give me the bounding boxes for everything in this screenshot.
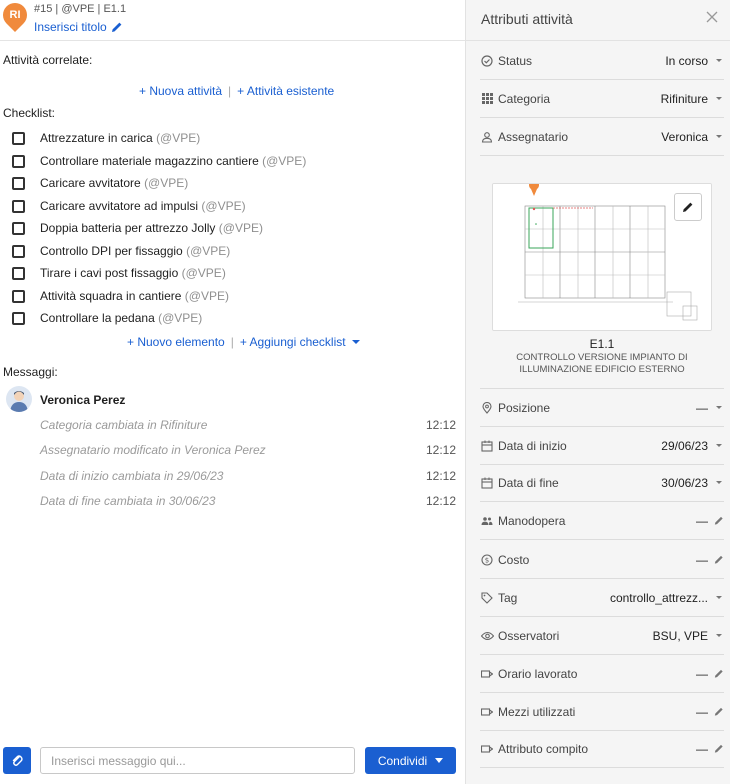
panel-title: Attributi attività bbox=[481, 11, 573, 27]
attr-labor[interactable] bbox=[480, 502, 724, 540]
attr-value: 29/06/23 bbox=[661, 438, 708, 453]
user-avatar-icon bbox=[6, 386, 32, 412]
checklist-item[interactable] bbox=[12, 174, 188, 192]
checklist-item-mention: (@VPE) bbox=[181, 266, 226, 280]
paperclip-icon bbox=[11, 754, 23, 768]
attributes-panel bbox=[465, 0, 730, 784]
new-item-link[interactable]: + Nuovo elemento bbox=[127, 335, 225, 349]
add-checklist-link[interactable] bbox=[240, 335, 360, 349]
custom-field-icon bbox=[480, 705, 494, 719]
activity-meta: #15 | @VPE | E1.1 bbox=[34, 3, 127, 15]
message-text: Categoria cambiata in Rifiniture bbox=[40, 418, 208, 432]
pencil-icon[interactable] bbox=[714, 706, 724, 717]
checkbox[interactable] bbox=[12, 267, 25, 280]
attr-position[interactable] bbox=[480, 389, 724, 427]
checklist-item[interactable] bbox=[12, 287, 229, 305]
pencil-icon[interactable] bbox=[714, 668, 724, 679]
caret-down-icon bbox=[352, 340, 360, 344]
attr-label: Attributo compito bbox=[498, 741, 589, 756]
svg-text:$: $ bbox=[484, 556, 490, 565]
caret-down-icon bbox=[714, 59, 724, 62]
checkbox[interactable] bbox=[12, 200, 25, 213]
checklist-item-text: Controllare la pedana bbox=[40, 311, 155, 325]
attr-label: Status bbox=[498, 53, 533, 68]
attr-value: — bbox=[696, 666, 708, 681]
attr-value: — bbox=[696, 513, 708, 528]
checklist-item-mention: (@VPE) bbox=[156, 131, 201, 145]
checklist-item-mention: (@VPE) bbox=[158, 311, 203, 325]
attr-value: — bbox=[696, 552, 708, 567]
checklist-item-text: Doppia batteria per attrezzo Jolly bbox=[40, 221, 216, 235]
checklist-item[interactable] bbox=[12, 309, 202, 327]
message-time: 12:12 bbox=[425, 469, 456, 483]
message-time: 12:12 bbox=[425, 494, 456, 508]
message-entry bbox=[40, 469, 456, 483]
related-actions bbox=[139, 84, 334, 98]
checkbox[interactable] bbox=[12, 222, 25, 235]
dollar-circle-icon bbox=[480, 553, 494, 567]
caret-down-icon bbox=[714, 634, 724, 637]
attr-label: Assegnatario bbox=[498, 129, 569, 144]
grid-icon bbox=[480, 92, 494, 106]
attr-vehicles[interactable] bbox=[480, 693, 724, 731]
message-entry bbox=[40, 418, 456, 432]
attach-button[interactable] bbox=[3, 747, 31, 774]
pencil-icon[interactable] bbox=[714, 515, 724, 526]
check-circle-icon bbox=[480, 54, 494, 68]
attr-label: Osservatori bbox=[498, 628, 560, 643]
checklist-item-text: Attività squadra in cantiere bbox=[40, 289, 182, 303]
message-entry bbox=[40, 443, 456, 457]
checkbox[interactable] bbox=[12, 155, 25, 168]
checklist-actions bbox=[127, 335, 360, 349]
message-time: 12:12 bbox=[425, 443, 456, 457]
related-activities-label: Attività correlate: bbox=[3, 53, 93, 67]
person-icon bbox=[480, 130, 494, 144]
divider bbox=[466, 40, 730, 41]
title-edit-link[interactable] bbox=[34, 20, 123, 34]
caret-down-icon bbox=[714, 444, 724, 447]
attr-label: Mezzi utilizzati bbox=[498, 704, 576, 719]
plan-description: CONTROLLO VERSIONE IMPIANTO DI ILLUMINAZIONE EDIFICIO ESTERNO bbox=[516, 352, 688, 375]
custom-field-icon bbox=[480, 742, 494, 756]
attr-value: — bbox=[696, 704, 708, 719]
attr-value: 30/06/23 bbox=[661, 475, 708, 490]
message-time: 12:12 bbox=[425, 418, 456, 432]
attr-start-date[interactable] bbox=[480, 427, 724, 465]
calendar-icon bbox=[480, 439, 494, 453]
attr-label: Posizione bbox=[498, 400, 551, 415]
attr-value: BSU, VPE bbox=[652, 628, 708, 643]
add-checklist-label: + Aggiungi checklist bbox=[239, 335, 346, 349]
checklist-item-mention: (@VPE) bbox=[262, 154, 307, 168]
attr-assignee[interactable] bbox=[480, 118, 724, 156]
attr-label: Orario lavorato bbox=[498, 666, 578, 681]
eye-icon bbox=[480, 629, 494, 643]
message-text: Assegnatario modificato in Veronica Perez bbox=[40, 443, 266, 457]
checklist-item[interactable] bbox=[12, 242, 230, 260]
avatar bbox=[6, 386, 32, 412]
checkbox[interactable] bbox=[12, 312, 25, 325]
checkbox[interactable] bbox=[12, 290, 25, 303]
message-author: Veronica Perez bbox=[40, 393, 126, 407]
attr-value: controllo_attrezz... bbox=[609, 590, 708, 605]
attr-label: Data di inizio bbox=[498, 438, 567, 453]
attr-value: — bbox=[696, 741, 708, 756]
share-button[interactable] bbox=[365, 747, 456, 774]
attr-value: Rifiniture bbox=[660, 91, 708, 106]
close-icon[interactable] bbox=[704, 9, 720, 25]
checkbox[interactable] bbox=[12, 132, 25, 145]
attr-observers[interactable] bbox=[480, 617, 724, 655]
message-entry bbox=[40, 494, 456, 508]
pencil-icon[interactable] bbox=[714, 743, 724, 754]
caret-down-icon bbox=[714, 596, 724, 599]
attr-end-date[interactable] bbox=[480, 464, 724, 502]
attr-label: Costo bbox=[498, 552, 530, 567]
attr-category[interactable] bbox=[480, 80, 724, 118]
calendar-icon bbox=[480, 476, 494, 490]
title-placeholder: Inserisci titolo bbox=[34, 20, 107, 34]
attr-cost[interactable] bbox=[480, 541, 724, 579]
custom-field-icon bbox=[480, 667, 494, 681]
attr-label: Data di fine bbox=[498, 475, 559, 490]
attr-label: Tag bbox=[498, 590, 518, 605]
plan-name: E1.1 bbox=[589, 337, 615, 351]
caret-down-icon bbox=[714, 97, 724, 100]
group-icon bbox=[480, 514, 494, 528]
checklist-item[interactable] bbox=[12, 219, 263, 237]
caret-down-icon bbox=[714, 481, 724, 484]
attr-value: Veronica bbox=[661, 129, 708, 144]
checkbox[interactable] bbox=[12, 177, 25, 190]
message-composer bbox=[0, 737, 465, 784]
attr-label: Manodopera bbox=[498, 513, 566, 528]
checklist-item-text: Controllo DPI per fissaggio bbox=[40, 244, 183, 258]
checklist-item-mention: (@VPE) bbox=[184, 289, 229, 303]
share-label: Condividi bbox=[377, 753, 428, 768]
checklist-item-mention: (@VPE) bbox=[144, 176, 189, 190]
checklist-label: Checklist: bbox=[3, 106, 56, 120]
separator: | bbox=[230, 335, 234, 349]
tag-icon bbox=[480, 591, 494, 605]
attr-hours-worked[interactable] bbox=[480, 655, 724, 693]
caret-down-icon bbox=[435, 758, 443, 763]
attr-value: In corso bbox=[665, 53, 708, 68]
checklist-item[interactable] bbox=[12, 197, 246, 215]
existing-activity-link[interactable]: + Attività esistente bbox=[237, 84, 335, 98]
checklist-item-mention: (@VPE) bbox=[186, 244, 231, 258]
checklist-item-text: Attrezzature in carica bbox=[40, 131, 153, 145]
attr-value: — bbox=[696, 400, 708, 415]
message-input[interactable] bbox=[40, 747, 355, 774]
pencil-icon bbox=[682, 201, 694, 213]
checkbox[interactable] bbox=[12, 245, 25, 258]
pencil-icon[interactable] bbox=[714, 554, 724, 565]
checklist-item[interactable] bbox=[12, 264, 226, 282]
edit-plan-button[interactable] bbox=[674, 193, 702, 221]
checklist-item-text: Controllare materiale magazzino cantiere bbox=[40, 154, 259, 168]
message-text: Data di inizio cambiata in 29/06/23 bbox=[40, 469, 224, 483]
checklist-item-text: Caricare avvitatore bbox=[40, 176, 141, 190]
new-activity-link[interactable]: + Nuova attività bbox=[139, 84, 223, 98]
checklist-item-text: Tirare i cavi post fissaggio bbox=[40, 266, 179, 280]
pencil-icon bbox=[111, 21, 123, 33]
attr-task-attribute[interactable] bbox=[480, 730, 724, 768]
attr-label: Categoria bbox=[498, 91, 551, 106]
checklist-item-mention: (@VPE) bbox=[201, 199, 246, 213]
message-text: Data di fine cambiata in 30/06/23 bbox=[40, 494, 216, 508]
activity-header bbox=[0, 0, 465, 41]
checklist-item-text: Caricare avvitatore ad impulsi bbox=[40, 199, 199, 213]
checklist-item-mention: (@VPE) bbox=[218, 221, 263, 235]
checklist-item[interactable] bbox=[12, 129, 200, 147]
attr-status[interactable] bbox=[480, 42, 724, 80]
messages-label: Messaggi: bbox=[3, 365, 58, 379]
caret-down-icon bbox=[714, 135, 724, 138]
checklist-item[interactable] bbox=[12, 152, 306, 170]
caret-down-icon bbox=[714, 406, 724, 409]
attr-tag[interactable] bbox=[480, 579, 724, 617]
pin-initials: RI bbox=[9, 9, 21, 21]
separator: | bbox=[228, 84, 232, 98]
map-pin-icon bbox=[480, 401, 494, 415]
